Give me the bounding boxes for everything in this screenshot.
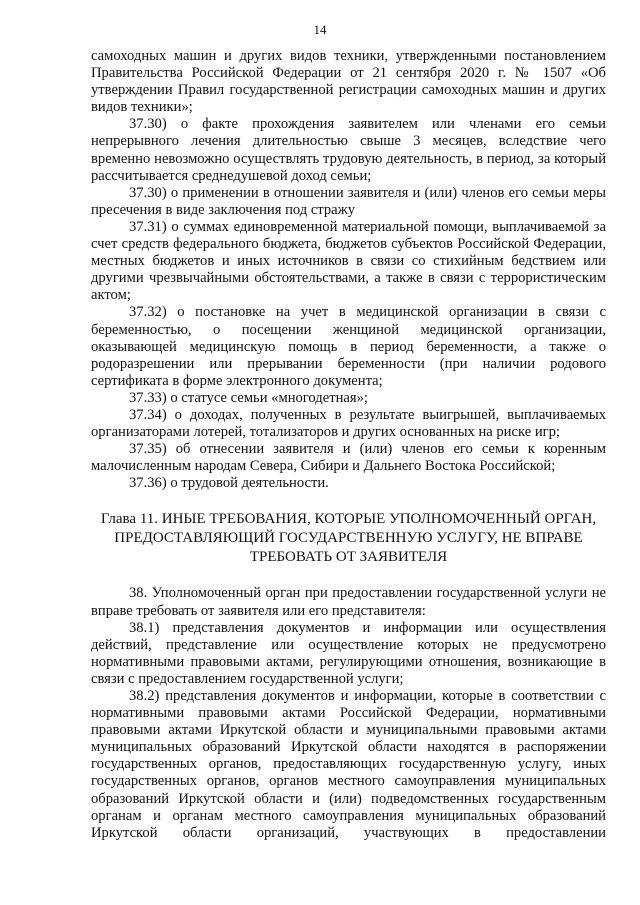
paragraph-38-1: 38.1) представления документов и информации или осуществления действий, представление или осуществление которых не предусмотрено нормативными правовыми актами, регулирующими отношения, возникающие в связи с предоставлением государственной услуги; [91,619,606,687]
chapter-heading [91,510,606,567]
document-body [91,48,606,842]
paragraph-37-36: 37.36) о трудовой деятельности. [129,475,329,492]
paragraph-37-30-custody: 37.30) о применении в отношении заявителя и (или) членов его семьи меры пресечения в виде заключения под стражу [91,184,606,218]
paragraph-37-32: 37.32) о постановке на учет в медицинской организации в связи с беременностью, о посещении женщиной медицинской организации, оказывающей медицинскую помощь в период беременности, а также о родоразрешении или прерывании беременности (при наличии родового сертификата в форме электронного документа; [91,304,606,389]
chapter-heading-line-1: Глава 11. ИНЫЕ ТРЕБОВАНИЯ, КОТОРЫЕ УПОЛНОМОЧЕННЫЙ ОРГАН, [100,511,597,528]
paragraph-37-31: 37.31) о суммах единовременной материальной помощи, выплачиваемой за счет средств федерального бюджета, бюджетов субъектов Российской Федерации, местных бюджетов и иных источников в связи со стихийным бедствием или другими чрезвычайными обстоятельствами, а также в связи с террористическим актом; [91,218,606,304]
paragraph-37-34: 37.34) о доходах, полученных в результате выигрышей, выплачиваемых организаторами лотерей, тотализаторов и других основанных на риске игр; [91,406,606,441]
paragraph-38-2: 38.2) представления документов и информации, которые в соответствии с нормативными правовыми актами Российской Федерации, нормативными правовыми актами Иркутской области и муниципальными правовыми актами муниципальных образований Иркутской области находятся в распоряжении государственных органов, предоставляющих государственную услугу, иных государственных органов, органов местного самоуправления муниципальных образований Иркутской области и (или) подведомственных государственным органам и органам местного самоуправления муниципальных образований Иркутской области организаций, участвующих в предоставлении [91,688,606,841]
chapter-heading-line-3: ТРЕБОВАТЬ ОТ ЗАЯВИТЕЛЯ [249,549,448,566]
paragraph-continuation: самоходных машин и других видов техники, утвержденными постановлением Правительства Российской Федерации от 21 сентября 2020 г. № 1507 «Об утверждении Правил государственной регистрации самоходных машин и других видов техники»; [91,48,606,116]
paragraph-38: 38. Уполномоченный орган при предоставлении государственной услуги не вправе требовать от заявителя или его представителя: [91,585,606,619]
paragraph-37-30: 37.30) о факте прохождения заявителем или членами его семьи непрерывного лечения длительностью свыше 3 месяцев, вследствие чего временно невозможно осуществлять трудовую деятельность, в период, за который рассчитывается среднедушевой доход семьи; [91,116,606,184]
page-number: 14 [313,22,327,37]
paragraph-37-33: 37.33) о статусе семьи «многодетная»; [129,389,368,406]
chapter-heading-line-2: ПРЕДОСТАВЛЯЮЩИЙ ГОСУДАРСТВЕННУЮ УСЛУГУ, НЕ ВПРАВЕ [114,530,583,547]
paragraph-37-35: 37.35) об отнесении заявителя и (или) членов его семьи к коренным малочисленным народам Севера, Сибири и Дальнего Востока Российской; [91,441,606,475]
